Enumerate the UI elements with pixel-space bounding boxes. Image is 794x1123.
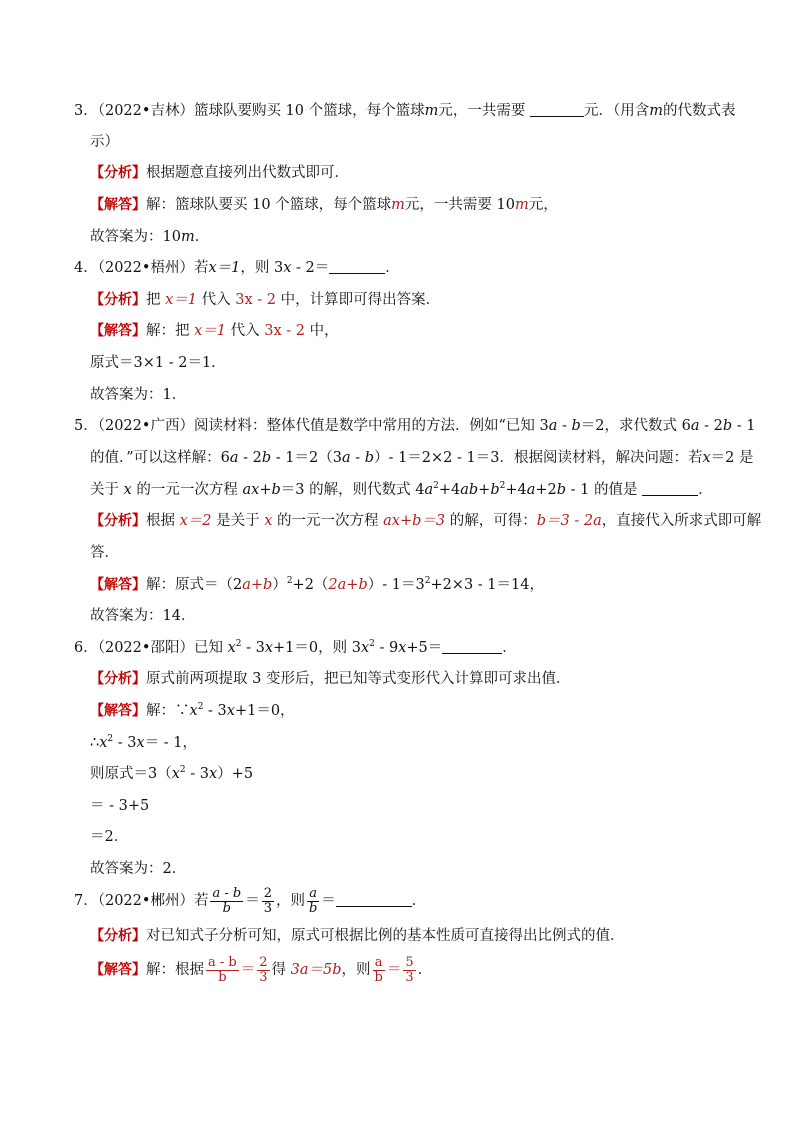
q7-analysis: 【分析】对已知式子分析可知，原式可根据比例的基本性质可直接得出比例式的值． bbox=[90, 928, 625, 944]
question-5-line1: 5．（2022•广西）阅读材料：整体代值是数学中常用的方法．例如“已知 3a - b＝2，求代数式 6a - 2b - 1 bbox=[74, 418, 756, 434]
q4-step: 原式＝3×1 - 2＝1． bbox=[90, 355, 226, 371]
question-3: 3．（2022•吉林）篮球队要购买 10 个篮球，每个篮球m元，一共需要 元．（用含m的代数式表 bbox=[74, 103, 736, 119]
fraction: $\frac{2}{3}$ bbox=[259, 954, 268, 985]
q5-analysis: 【分析】根据 x＝2 是关于 x 的一元一次方程 ax+b＝3 的解，可得：b＝3 - 2a，直接代入所求式即可解 bbox=[90, 513, 762, 529]
q5-answer: 【解答】解：原式$=(2a+b)^2+2(2a+b)-$ $1=3^2+2\times 3 - 1=14$， bbox=[90, 576, 544, 593]
answer-blank[interactable] bbox=[336, 892, 412, 907]
q3-final: 故答案为：10m． bbox=[90, 229, 210, 245]
q5-final: 故答案为：14． bbox=[90, 608, 196, 624]
fraction: $\frac{a}{b}$ bbox=[308, 885, 318, 916]
q6-answer: 【解答】解：$\because x^2 - 3x+1=0$， bbox=[90, 702, 295, 719]
q6-step1: $\therefore x^2 - 3x= - 1$， bbox=[90, 734, 198, 751]
q3-analysis: 【分析】根据题意直接列出代数式即可． bbox=[90, 165, 349, 181]
answer-blank[interactable] bbox=[530, 102, 584, 117]
answer-blank[interactable] bbox=[442, 639, 502, 654]
question-6: 6．（2022•邵阳）已知 $x^2 - 3x+1=0$，则 $3x^2 - 9x+5=$ ． bbox=[74, 639, 517, 656]
q6-step2: 则原式$=3(x^2 - 3x)+5$ bbox=[90, 765, 254, 782]
fraction: $\frac{5}{3}$ bbox=[405, 954, 414, 985]
q6-step4: ＝2． bbox=[90, 829, 129, 845]
question-4: 4．（2022•梧州）若x＝1，则 3x - 2＝ ． bbox=[74, 260, 400, 276]
q5-analysis-cont: 答． bbox=[90, 545, 119, 561]
question-7: 7．（2022•郴州）若 $\frac{a - b}{b}$ ＝ $\frac{2}{3}$ ，则 $\frac{a}{b}$ ＝ ． bbox=[74, 885, 427, 916]
question-5-line2: 的值．”可以这样解：6a - 2b - 1＝2（3a - b）- 1＝2×2 - 1＝3．根据阅读材料，解决问题：若x＝2 是 bbox=[90, 450, 754, 466]
answer-blank[interactable] bbox=[642, 481, 698, 496]
fraction: $\frac{a - b}{b}$ bbox=[212, 885, 242, 916]
answer-blank[interactable] bbox=[329, 259, 385, 274]
q4-final: 故答案为：1． bbox=[90, 387, 187, 403]
q4-answer: 【解答】解：把 x＝1 代入 3x - 2 中， bbox=[90, 323, 339, 339]
q6-final: 故答案为：2． bbox=[90, 861, 187, 877]
q6-analysis: 【分析】原式前两项提取 3 变形后，把已知等式变形代入计算即可求出值． bbox=[90, 671, 571, 687]
fraction: $\frac{a}{b}$ bbox=[374, 954, 383, 985]
q4-analysis: 【分析】把 x＝1 代入 3x - 2 中，计算即可得出答案． bbox=[90, 292, 441, 308]
q6-step3: ＝ - 3+5 bbox=[90, 798, 150, 814]
q3-answer: 【解答】解：篮球队要买 10 个篮球，每个篮球m元，一共需要 10m元， bbox=[90, 197, 558, 213]
fraction: $\frac{2}{3}$ bbox=[263, 885, 272, 916]
q7-answer: 【解答】解：根据 $\frac{a - b}{b}$ ＝ $\frac{2}{3}$ 得 3a＝5b，则 $\frac{a}{b}$ ＝ $\frac{5}{3}$ ． bbox=[90, 954, 433, 985]
fraction: $\frac{a - b}{b}$ bbox=[208, 954, 237, 985]
question-5-line3: 关于 x 的一元一次方程 ax+b＝3 的解，则代数式 $4a^2+4ab+b^2+4a+2b - 1$ 的值是 ． bbox=[90, 481, 713, 498]
question-3-cont: 示） bbox=[90, 134, 119, 150]
